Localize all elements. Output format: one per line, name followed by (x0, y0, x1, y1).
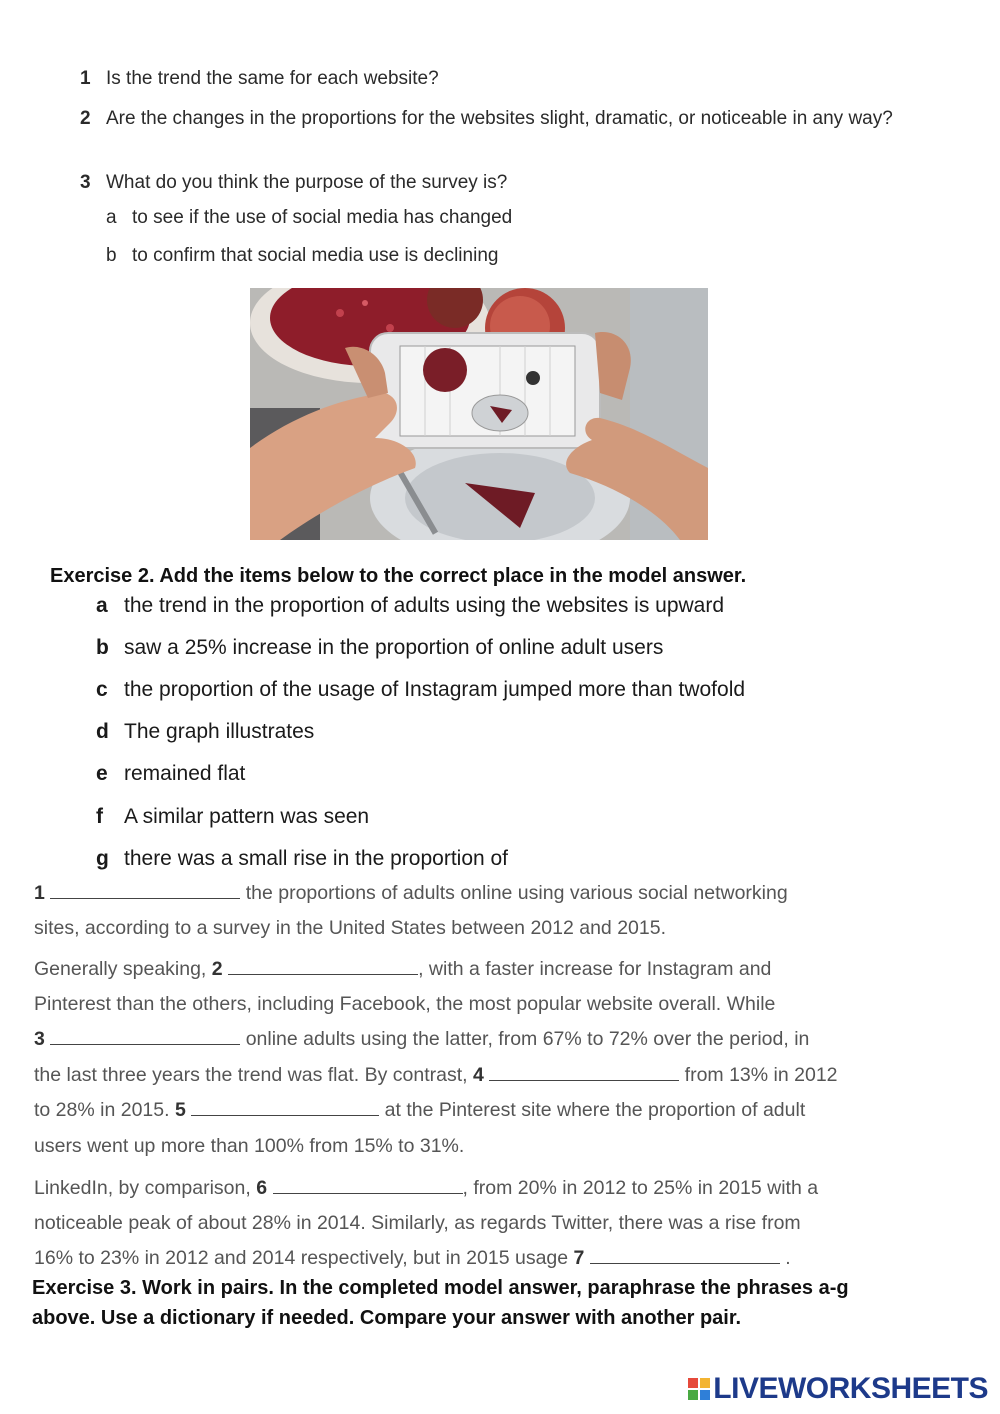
answer-line-11 (34, 1247, 791, 1270)
sub-option-text: to confirm that social media use is declining (132, 245, 499, 266)
item-letter: c (96, 678, 108, 701)
answer-line-7 (34, 1099, 805, 1122)
question-number: 3 (80, 172, 91, 193)
blank-2[interactable] (228, 960, 418, 975)
item-text: the proportion of the usage of Instagram jumped more than twofold (124, 678, 746, 701)
answer-text: LinkedIn, by comparison, (34, 1177, 251, 1199)
answer-text: 16% to 23% in 2012 and 2014 respectively, but in 2015 usage (34, 1247, 569, 1269)
exercise-3-line-1: Exercise 3. Work in pairs. In the completed model answer, paraphrase the phrases a-g (32, 1277, 849, 1299)
answer-line-3 (34, 958, 771, 981)
sub-option-letter: a (106, 207, 117, 228)
question-text: Is the trend the same for each website? (106, 68, 439, 89)
liveworksheets-logo (688, 1372, 988, 1406)
answer-line-4 (34, 993, 775, 1016)
answer-text: the proportions of adults online using various social networking (245, 882, 788, 904)
item-text: A similar pattern was seen (124, 805, 370, 828)
item-f (96, 805, 369, 829)
food-photo (250, 288, 708, 540)
sub-option-b (106, 245, 498, 267)
blank-number: 6 (256, 1177, 268, 1199)
blank-number: 7 (573, 1247, 585, 1269)
item-d (96, 720, 314, 744)
logo-text: LIVEWORKSHEETS (713, 1372, 988, 1405)
sub-option-a (106, 207, 512, 229)
item-g (96, 847, 508, 871)
question-3 (80, 170, 507, 195)
question-number: 2 (80, 108, 91, 129)
item-letter: e (96, 762, 108, 785)
answer-text: from 13% in 2012 (684, 1064, 838, 1086)
item-text: The graph illustrates (124, 720, 315, 743)
blank-number: 3 (34, 1028, 45, 1050)
item-letter: f (96, 805, 103, 828)
blank-5[interactable] (191, 1101, 379, 1116)
item-text: the trend in the proportion of adults using the websites is upward (124, 594, 725, 617)
item-letter: a (96, 594, 108, 617)
answer-line-5 (34, 1028, 809, 1051)
blank-7[interactable] (590, 1249, 780, 1264)
answer-text: . (785, 1247, 791, 1269)
answer-line-9 (34, 1177, 818, 1200)
blank-number: 1 (34, 882, 45, 904)
item-text: remained flat (124, 762, 246, 785)
sub-option-letter: b (106, 245, 117, 266)
question-number: 1 (80, 68, 91, 89)
answer-line-6 (34, 1064, 838, 1087)
item-letter: g (96, 847, 109, 870)
blank-1[interactable] (50, 884, 240, 899)
item-b (96, 636, 663, 660)
answer-text: to 28% in 2015. (34, 1099, 170, 1121)
answer-text: noticeable peak of about 28% in 2014. Similarly, as regards Twitter, there was a rise from (34, 1212, 801, 1234)
answer-text: users went up more than 100% from 15% to 31%. (34, 1135, 465, 1157)
answer-text: online adults using the latter, from 67% to 72% over the period, in (245, 1028, 810, 1050)
answer-text: , from 20% in 2012 to 25% in 2015 with a (462, 1177, 819, 1199)
answer-line-8 (34, 1135, 464, 1158)
answer-line-2 (34, 917, 666, 940)
answer-text: , with a faster increase for Instagram and (418, 958, 772, 980)
answer-line-1 (34, 882, 788, 905)
item-e (96, 762, 245, 786)
question-2 (80, 106, 920, 131)
item-letter: b (96, 636, 109, 659)
exercise-3-line-2: above. Use a dictionary if needed. Compare your answer with another pair. (32, 1307, 742, 1329)
question-1 (80, 66, 439, 91)
answer-text: Generally speaking, (34, 958, 207, 980)
liveworksheets-logo-icon (688, 1378, 710, 1400)
blank-number: 5 (174, 1099, 186, 1121)
blank-number: 2 (211, 958, 223, 980)
blank-4[interactable] (489, 1066, 679, 1081)
sub-option-text: to see if the use of social media has changed (132, 207, 513, 228)
blank-6[interactable] (273, 1179, 463, 1194)
answer-text: the last three years the trend was flat. By contrast, (34, 1064, 468, 1086)
item-a (96, 594, 724, 618)
question-text: What do you think the purpose of the survey is? (106, 172, 508, 193)
item-text: there was a small rise in the proportion of (124, 847, 509, 870)
blank-3[interactable] (50, 1030, 240, 1045)
blank-number: 4 (472, 1064, 484, 1086)
question-text: Are the changes in the proportions for the websites slight, dramatic, or noticeable in any way? (106, 108, 893, 129)
item-letter: d (96, 720, 109, 743)
answer-text: Pinterest than the others, including Facebook, the most popular website overall. While (34, 993, 776, 1015)
item-text: saw a 25% increase in the proportion of online adult users (124, 636, 664, 659)
answer-text: at the Pinterest site where the proportion of adult (384, 1099, 806, 1121)
exercise-2-title: Exercise 2. Add the items below to the correct place in the model answer. (50, 565, 747, 587)
answer-line-10 (34, 1212, 801, 1235)
food-photo-illustration (250, 288, 708, 540)
answer-text: sites, according to a survey in the United States between 2012 and 2015. (34, 917, 666, 939)
item-c (96, 678, 745, 702)
